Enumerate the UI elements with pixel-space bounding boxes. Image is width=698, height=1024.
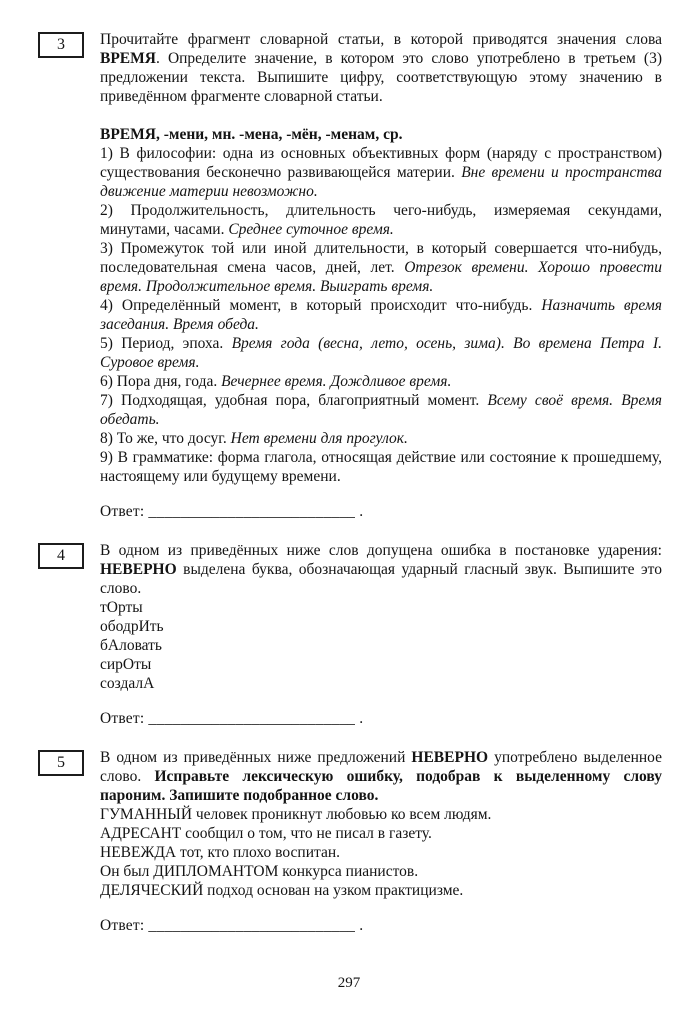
entry-definition: 8) То же, что досуг. (100, 430, 231, 447)
entry-definition: 6) Пора дня, года. (100, 373, 222, 390)
spacer (100, 106, 662, 125)
task-5-number-box (38, 750, 84, 776)
sentence-option-1: ГУМАННЫЙ человек проникнут любовью ко всем людям. (100, 806, 492, 823)
entry-definition: 4) Определённый момент, в который происходит что-нибудь. (100, 297, 542, 314)
entry-definition: 5) Период, эпоха. (100, 335, 232, 352)
dict-entry-1 (100, 144, 662, 201)
word-option-5: создалА (100, 675, 155, 692)
word-option-1: тОрты (100, 599, 143, 616)
instruction-bold-word: НЕВЕРНО (100, 561, 177, 578)
instruction-text: Прочитайте фрагмент словарной статьи, в которой приводятся значения слова (100, 31, 662, 48)
dict-entry-2 (100, 201, 662, 239)
sentence-option-3: НЕВЕЖДА тот, кто плохо воспитан. (100, 844, 341, 861)
word-option-2: ободрИть (100, 618, 164, 635)
task-5-body (100, 748, 662, 935)
task-3 (38, 30, 662, 521)
dict-entry-8 (100, 429, 662, 448)
entry-definition: 3) Промежуток той или иной длительности, в который совершается что-нибудь, последовательная смена часов, дней, лет. (100, 240, 662, 276)
task-3-body (100, 30, 662, 521)
instruction-text: В одном из приведённых ниже предложений (100, 749, 412, 766)
entry-definition: 7) Подходящая, удобная пора, благоприятный момент. (100, 392, 488, 409)
dictionary-headword-forms: , -мени, мн. -мена, -мён, -менам, ср. (155, 126, 403, 143)
entry-example: Среднее суточное время. (228, 221, 394, 238)
task-3-answer-line: Ответ: __________________________ . (100, 503, 364, 520)
instruction-bold-text: Исправьте лексическую ошибку, подобрав к выделенному слову пароним. Запишите подобранное слово. (100, 768, 663, 804)
task-3-number-box (38, 32, 84, 58)
entry-definition: 2) Продолжительность, длительность чего-нибудь, измеряемая секундами, минутами, часами. (100, 202, 662, 238)
instruction-text: употреблено выделенное слово. (100, 749, 662, 785)
word-option-4: сирОты (100, 656, 152, 673)
task-3-instruction (100, 30, 662, 106)
task-4-body (100, 541, 662, 728)
dict-entry-7 (100, 391, 662, 429)
dict-entry-4 (100, 296, 662, 334)
task-4-number: 4 (57, 547, 65, 564)
task-4 (38, 541, 662, 728)
entry-example: Вечернее время. Дождливое время. (221, 373, 452, 390)
task-5 (38, 748, 662, 935)
instruction-bold-word: НЕВЕРНО (411, 749, 489, 766)
entry-example: Нет времени для прогулок. (230, 430, 408, 447)
instruction-text: В одном из приведённых ниже слов допущена ошибка в постановке ударения: (100, 542, 662, 559)
sentence-option-4: Он был ДИПЛОМАНТОМ конкурса пианистов. (100, 863, 419, 880)
sentence-option-2: АДРЕСАНТ сообщил о том, что не писал в газету. (100, 825, 432, 842)
entry-example: Вне времени и пространства движение материи невозможно. (100, 164, 662, 200)
entry-example: Время года (весна, лето, осень, зима). Во времена Петра I. Суровое время. (100, 335, 662, 371)
entry-example: Всему своё время. Время обедать. (100, 392, 662, 428)
task-3-number: 3 (57, 36, 65, 53)
instruction-text: . Определите значение, в котором это слово употреблено в третьем (3) предложении текста. Выпишите цифру, соответствующую этому значению в приведённом фрагменте словарной статьи. (100, 50, 662, 105)
entry-definition: 1) В философии: одна из основных объективных форм (наряду с пространством) существования бесконечно развивающейся материи. (100, 145, 662, 181)
dict-entry-6 (100, 372, 662, 391)
instruction-text: выделена буква, обозначающая ударный гласный звук. Выпишите это слово. (100, 561, 662, 597)
entry-example: Отрезок времени. Хорошо провести время. Продолжительное время. Выиграть время. (100, 259, 662, 295)
dict-entry-9 (100, 448, 662, 486)
sentence-option-5: ДЕЛЯЧЕСКИЙ подход основан на узком практицизме. (100, 882, 464, 899)
task-5-instruction (100, 748, 662, 805)
task-4-number-box (38, 543, 84, 569)
page-footer (0, 975, 698, 992)
dictionary-headword: ВРЕМЯ (100, 126, 156, 143)
task-4-answer-line: Ответ: __________________________ . (100, 710, 364, 727)
task-5-answer-line: Ответ: __________________________ . (100, 917, 364, 934)
dictionary-headword-line (100, 125, 662, 144)
task-4-instruction (100, 541, 662, 598)
entry-definition: 9) В грамматике: форма глагола, относящая действие или состояние к прошедшему, настоящему или будущему времени. (100, 449, 662, 485)
dict-entry-3 (100, 239, 662, 296)
word-option-3: бАловать (100, 637, 162, 654)
instruction-bold-word: ВРЕМЯ (100, 50, 156, 67)
page-number: 297 (337, 975, 361, 991)
task-5-number: 5 (57, 754, 65, 771)
entry-example: Назначить время заседания. Время обеда. (100, 297, 662, 333)
dict-entry-5 (100, 334, 662, 372)
